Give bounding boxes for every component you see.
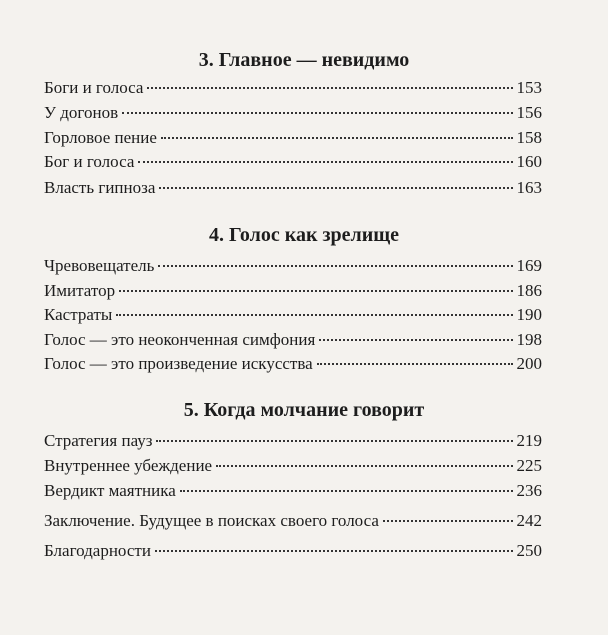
- entry-label: Чревовещатель: [44, 256, 155, 275]
- toc-entry: [44, 304, 542, 326]
- dot-leader: [159, 187, 512, 189]
- toc-entry: [44, 177, 542, 199]
- entry-page-number: 225: [516, 456, 542, 475]
- toc-entry: [44, 127, 542, 149]
- entry-label: Кастраты: [44, 305, 113, 324]
- entry-page-number: 169: [516, 256, 542, 275]
- toc-entry: [44, 151, 542, 173]
- toc-entry: [44, 77, 542, 99]
- entry-page-number: 153: [516, 78, 542, 97]
- entry-label: Имитатор: [44, 281, 116, 300]
- toc-entry: [44, 353, 542, 375]
- dot-leader: [116, 314, 512, 316]
- entry-page-number: 242: [516, 511, 542, 530]
- toc-entry: [44, 102, 542, 124]
- entry-label: Благодарности: [44, 541, 151, 560]
- entry-label: Вердикт маятника: [44, 481, 176, 500]
- toc-entry: [44, 329, 542, 351]
- toc-entry: [44, 455, 542, 477]
- entry-page-number: 200: [516, 354, 542, 373]
- dot-leader: [158, 265, 512, 267]
- entry-page-number: 190: [516, 305, 542, 324]
- dot-leader: [147, 87, 512, 89]
- entry-label: У догонов: [44, 103, 119, 122]
- section-5-title: 5. Когда молчание говорит: [183, 399, 425, 421]
- toc-entry: [44, 430, 542, 452]
- entry-page-number: 236: [516, 481, 542, 500]
- entry-page-number: 219: [516, 431, 542, 450]
- section-3-title: 3. Главное — невидимо: [198, 49, 410, 71]
- entry-page-number: 250: [516, 541, 542, 560]
- dot-leader: [383, 520, 513, 522]
- dot-leader: [119, 290, 512, 292]
- toc-entry: [44, 540, 542, 562]
- entry-page-number: 163: [516, 178, 542, 197]
- dot-leader: [138, 161, 512, 163]
- entry-label: Голос — это произведение искусства: [44, 354, 313, 373]
- toc-entry: [44, 480, 542, 502]
- toc-entry: [44, 280, 542, 302]
- dot-leader: [155, 550, 513, 552]
- entry-label: Боги и голоса: [44, 78, 144, 97]
- dot-leader: [180, 490, 513, 492]
- entry-page-number: 198: [516, 330, 542, 349]
- dot-leader: [216, 465, 512, 467]
- entry-label: Власть гипноза: [44, 178, 156, 197]
- entry-page-number: 156: [516, 103, 542, 122]
- dot-leader: [319, 339, 512, 341]
- entry-label: Голос — это неоконченная симфония: [44, 330, 316, 349]
- dot-leader: [122, 112, 512, 114]
- toc-entry: [44, 255, 542, 277]
- entry-label: Стратегия пауз: [44, 431, 153, 450]
- entry-page-number: 160: [516, 152, 542, 171]
- entry-page-number: 186: [516, 281, 542, 300]
- dot-leader: [156, 440, 512, 442]
- entry-label: Заключение. Будущее в поисках своего голоса: [44, 511, 379, 530]
- entry-label: Горловое пение: [44, 128, 157, 147]
- entry-label: Бог и голоса: [44, 152, 135, 171]
- dot-leader: [317, 363, 513, 365]
- dot-leader: [161, 137, 513, 139]
- entry-label: Внутреннее убеждение: [44, 456, 213, 475]
- section-4-title: 4. Голос как зрелище: [208, 224, 400, 246]
- entry-page-number: 158: [516, 128, 542, 147]
- toc-entry: [44, 510, 542, 532]
